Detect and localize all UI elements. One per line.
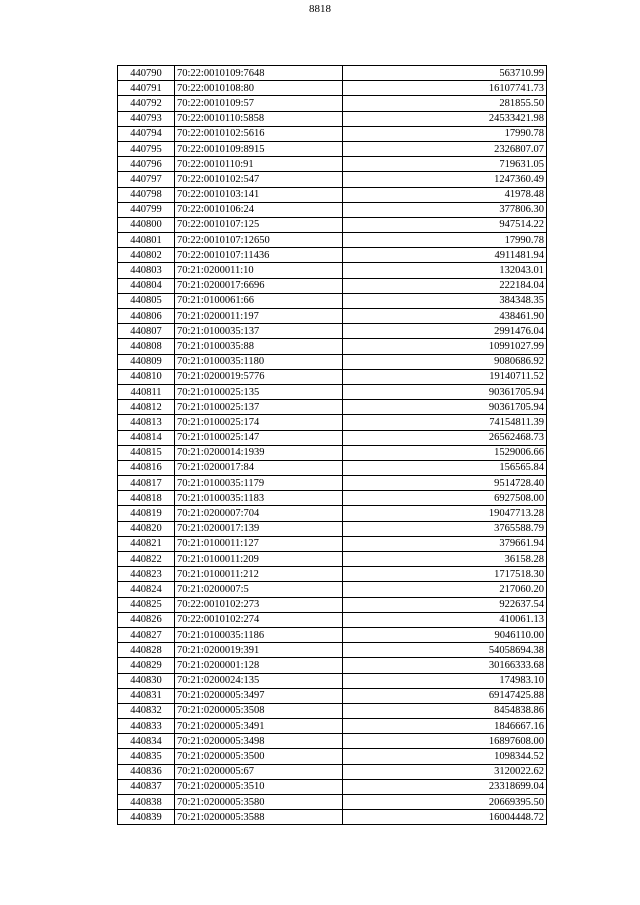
cadastral-value-cell: 3120022.62 (343, 764, 547, 779)
cadastral-number-cell: 70:21:0200019:5776 (175, 369, 343, 384)
cadastral-number-cell: 70:21:0100061:66 (175, 293, 343, 308)
table-row (118, 430, 547, 445)
table-row (118, 552, 547, 567)
row-id-cell: 440838 (118, 795, 175, 810)
row-id-cell: 440833 (118, 719, 175, 734)
row-id-cell: 440800 (118, 217, 175, 232)
cadastral-value-cell: 36158.28 (343, 552, 547, 567)
cadastral-value-cell: 947514.22 (343, 217, 547, 232)
cadastral-value-cell: 17990.78 (343, 233, 547, 248)
table-row (118, 111, 547, 126)
table-row (118, 567, 547, 582)
cadastral-number-cell: 70:21:0100035:88 (175, 339, 343, 354)
cadastral-number-cell: 70:22:0010102:274 (175, 612, 343, 627)
table-row (118, 263, 547, 278)
cadastral-value-cell: 156565.84 (343, 460, 547, 475)
cadastral-number-cell: 70:21:0100011:209 (175, 552, 343, 567)
cadastral-value-cell: 19140711.52 (343, 369, 547, 384)
cadastral-value-cell: 4911481.94 (343, 248, 547, 263)
cadastral-number-cell: 70:21:0100035:1180 (175, 354, 343, 369)
cadastral-value-cell: 1529006.66 (343, 445, 547, 460)
cadastral-number-cell: 70:21:0200005:3580 (175, 795, 343, 810)
cadastral-number-cell: 70:22:0010109:7648 (175, 66, 343, 81)
cadastral-value-cell: 281855.50 (343, 96, 547, 111)
cadastral-number-cell: 70:22:0010107:11436 (175, 248, 343, 263)
cadastral-value-cell: 9080686.92 (343, 354, 547, 369)
row-id-cell: 440816 (118, 460, 175, 475)
row-id-cell: 440820 (118, 521, 175, 536)
row-id-cell: 440826 (118, 612, 175, 627)
table-row (118, 703, 547, 718)
cadastral-number-cell: 70:21:0200011:197 (175, 309, 343, 324)
row-id-cell: 440807 (118, 324, 175, 339)
table-row (118, 734, 547, 749)
table-row (118, 521, 547, 536)
cadastral-value-cell: 379661.94 (343, 536, 547, 551)
cadastral-value-cell: 90361705.94 (343, 400, 547, 415)
cadastral-number-cell: 70:22:0010102:5616 (175, 126, 343, 141)
row-id-cell: 440805 (118, 293, 175, 308)
cadastral-value-cell: 410061.13 (343, 612, 547, 627)
row-id-cell: 440839 (118, 810, 175, 825)
table-row (118, 187, 547, 202)
cadastral-number-cell: 70:21:0200001:128 (175, 658, 343, 673)
table-row (118, 673, 547, 688)
table-row (118, 658, 547, 673)
cadastral-number-cell: 70:22:0010106:24 (175, 202, 343, 217)
row-id-cell: 440806 (118, 309, 175, 324)
cadastral-number-cell: 70:21:0200014:1939 (175, 445, 343, 460)
cadastral-number-cell: 70:21:0100025:147 (175, 430, 343, 445)
cadastral-number-cell: 70:22:0010109:57 (175, 96, 343, 111)
cadastral-value-cell: 9514728.40 (343, 476, 547, 491)
cadastral-value-cell: 19047713.28 (343, 506, 547, 521)
table-row (118, 96, 547, 111)
row-id-cell: 440793 (118, 111, 175, 126)
table-row (118, 612, 547, 627)
cadastral-value-cell: 20669395.50 (343, 795, 547, 810)
cadastral-number-cell: 70:22:0010102:547 (175, 172, 343, 187)
cadastral-value-cell: 1846667.16 (343, 719, 547, 734)
table-body (118, 66, 547, 825)
cadastral-number-cell: 70:22:0010110:5858 (175, 111, 343, 126)
cadastral-value-cell: 2326807.07 (343, 141, 547, 156)
cadastral-value-table (117, 65, 547, 825)
cadastral-value-cell: 8454838.86 (343, 703, 547, 718)
table-row (118, 506, 547, 521)
row-id-cell: 440817 (118, 476, 175, 491)
cadastral-number-cell: 70:21:0200005:3497 (175, 688, 343, 703)
cadastral-number-cell: 70:21:0100035:137 (175, 324, 343, 339)
table-row (118, 688, 547, 703)
cadastral-number-cell: 70:21:0200005:3510 (175, 779, 343, 794)
cadastral-number-cell: 70:21:0100025:174 (175, 415, 343, 430)
row-id-cell: 440815 (118, 445, 175, 460)
cadastral-value-cell: 719631.05 (343, 157, 547, 172)
cadastral-number-cell: 70:21:0100011:212 (175, 567, 343, 582)
row-id-cell: 440830 (118, 673, 175, 688)
table-row (118, 810, 547, 825)
row-id-cell: 440818 (118, 491, 175, 506)
cadastral-value-cell: 438461.90 (343, 309, 547, 324)
cadastral-number-cell: 70:21:0200024:135 (175, 673, 343, 688)
table-row (118, 202, 547, 217)
row-id-cell: 440829 (118, 658, 175, 673)
row-id-cell: 440801 (118, 233, 175, 248)
cadastral-number-cell: 70:21:0200007:5 (175, 582, 343, 597)
cadastral-number-cell: 70:22:0010108:80 (175, 81, 343, 96)
cadastral-number-cell: 70:21:0200005:3498 (175, 734, 343, 749)
table-row (118, 491, 547, 506)
table-row (118, 400, 547, 415)
page-number: 8818 (309, 3, 331, 15)
cadastral-value-cell: 174983.10 (343, 673, 547, 688)
row-id-cell: 440819 (118, 506, 175, 521)
cadastral-value-cell: 132043.01 (343, 263, 547, 278)
cadastral-number-cell: 70:21:0200007:704 (175, 506, 343, 521)
row-id-cell: 440796 (118, 157, 175, 172)
table-row (118, 157, 547, 172)
table-row (118, 309, 547, 324)
cadastral-value-cell: 1098344.52 (343, 749, 547, 764)
cadastral-value-cell: 16004448.72 (343, 810, 547, 825)
table-row (118, 536, 547, 551)
table-row (118, 415, 547, 430)
cadastral-value-cell: 563710.99 (343, 66, 547, 81)
row-id-cell: 440821 (118, 536, 175, 551)
row-id-cell: 440823 (118, 567, 175, 582)
table-row (118, 597, 547, 612)
row-id-cell: 440809 (118, 354, 175, 369)
row-id-cell: 440827 (118, 627, 175, 642)
cadastral-number-cell: 70:21:0200011:10 (175, 263, 343, 278)
cadastral-number-cell: 70:21:0100035:1183 (175, 491, 343, 506)
cadastral-number-cell: 70:21:0200017:84 (175, 460, 343, 475)
row-id-cell: 440811 (118, 384, 175, 399)
row-id-cell: 440791 (118, 81, 175, 96)
cadastral-value-cell: 384348.35 (343, 293, 547, 308)
cadastral-value-cell: 2991476.04 (343, 324, 547, 339)
table-row (118, 779, 547, 794)
cadastral-value-cell: 922637.54 (343, 597, 547, 612)
table-row (118, 445, 547, 460)
cadastral-number-cell: 70:21:0200005:67 (175, 764, 343, 779)
row-id-cell: 440828 (118, 643, 175, 658)
cadastral-value-cell: 217060.20 (343, 582, 547, 597)
cadastral-value-cell: 74154811.39 (343, 415, 547, 430)
cadastral-value-cell: 10991027.99 (343, 339, 547, 354)
row-id-cell: 440837 (118, 779, 175, 794)
row-id-cell: 440812 (118, 400, 175, 415)
table-row (118, 369, 547, 384)
cadastral-value-cell: 377806.30 (343, 202, 547, 217)
cadastral-number-cell: 70:21:0100025:135 (175, 384, 343, 399)
cadastral-value-cell: 54058694.38 (343, 643, 547, 658)
cadastral-number-cell: 70:21:0200005:3500 (175, 749, 343, 764)
row-id-cell: 440799 (118, 202, 175, 217)
row-id-cell: 440825 (118, 597, 175, 612)
row-id-cell: 440802 (118, 248, 175, 263)
table-row (118, 172, 547, 187)
table-row (118, 81, 547, 96)
table-row (118, 643, 547, 658)
cadastral-number-cell: 70:22:0010107:12650 (175, 233, 343, 248)
cadastral-number-cell: 70:21:0200017:139 (175, 521, 343, 536)
cadastral-value-cell: 17990.78 (343, 126, 547, 141)
cadastral-value-cell: 1717518.30 (343, 567, 547, 582)
cadastral-value-cell: 16897608.00 (343, 734, 547, 749)
cadastral-value-cell: 90361705.94 (343, 384, 547, 399)
cadastral-number-cell: 70:21:0100011:127 (175, 536, 343, 551)
cadastral-number-cell: 70:21:0100025:137 (175, 400, 343, 415)
cadastral-value-cell: 24533421.98 (343, 111, 547, 126)
row-id-cell: 440832 (118, 703, 175, 718)
table-row (118, 66, 547, 81)
cadastral-number-cell: 70:22:0010103:141 (175, 187, 343, 202)
cadastral-value-cell: 23318699.04 (343, 779, 547, 794)
table-row (118, 293, 547, 308)
cadastral-value-cell: 26562468.73 (343, 430, 547, 445)
table-row (118, 384, 547, 399)
row-id-cell: 440790 (118, 66, 175, 81)
cadastral-number-cell: 70:21:0200005:3491 (175, 719, 343, 734)
row-id-cell: 440795 (118, 141, 175, 156)
row-id-cell: 440814 (118, 430, 175, 445)
cadastral-number-cell: 70:22:0010109:8915 (175, 141, 343, 156)
table-row (118, 764, 547, 779)
cadastral-value-cell: 30166333.68 (343, 658, 547, 673)
cadastral-number-cell: 70:21:0200019:391 (175, 643, 343, 658)
table-row (118, 339, 547, 354)
cadastral-number-cell: 70:21:0200017:6696 (175, 278, 343, 293)
row-id-cell: 440824 (118, 582, 175, 597)
table-row (118, 324, 547, 339)
table-row (118, 141, 547, 156)
row-id-cell: 440803 (118, 263, 175, 278)
table-row (118, 582, 547, 597)
table-row (118, 278, 547, 293)
cadastral-value-cell: 16107741.73 (343, 81, 547, 96)
cadastral-value-cell: 6927508.00 (343, 491, 547, 506)
table-row (118, 719, 547, 734)
cadastral-value-cell: 41978.48 (343, 187, 547, 202)
row-id-cell: 440810 (118, 369, 175, 384)
row-id-cell: 440813 (118, 415, 175, 430)
row-id-cell: 440836 (118, 764, 175, 779)
table-row (118, 248, 547, 263)
row-id-cell: 440794 (118, 126, 175, 141)
cadastral-value-cell: 9046110.00 (343, 627, 547, 642)
table-row (118, 354, 547, 369)
row-id-cell: 440834 (118, 734, 175, 749)
row-id-cell: 440798 (118, 187, 175, 202)
table-row (118, 460, 547, 475)
row-id-cell: 440808 (118, 339, 175, 354)
table-row (118, 749, 547, 764)
cadastral-number-cell: 70:21:0200005:3508 (175, 703, 343, 718)
row-id-cell: 440792 (118, 96, 175, 111)
cadastral-value-cell: 1247360.49 (343, 172, 547, 187)
cadastral-value-cell: 3765588.79 (343, 521, 547, 536)
cadastral-number-cell: 70:21:0200005:3588 (175, 810, 343, 825)
cadastral-number-cell: 70:22:0010102:273 (175, 597, 343, 612)
table-row (118, 627, 547, 642)
table-row (118, 795, 547, 810)
cadastral-number-cell: 70:22:0010110:91 (175, 157, 343, 172)
table-row (118, 217, 547, 232)
cadastral-value-cell: 222184.04 (343, 278, 547, 293)
cadastral-value-cell: 69147425.88 (343, 688, 547, 703)
row-id-cell: 440822 (118, 552, 175, 567)
cadastral-number-cell: 70:22:0010107:125 (175, 217, 343, 232)
table-row (118, 476, 547, 491)
cadastral-number-cell: 70:21:0100035:1179 (175, 476, 343, 491)
row-id-cell: 440835 (118, 749, 175, 764)
row-id-cell: 440831 (118, 688, 175, 703)
cadastral-number-cell: 70:21:0100035:1186 (175, 627, 343, 642)
table-row (118, 126, 547, 141)
row-id-cell: 440804 (118, 278, 175, 293)
row-id-cell: 440797 (118, 172, 175, 187)
table-row (118, 233, 547, 248)
